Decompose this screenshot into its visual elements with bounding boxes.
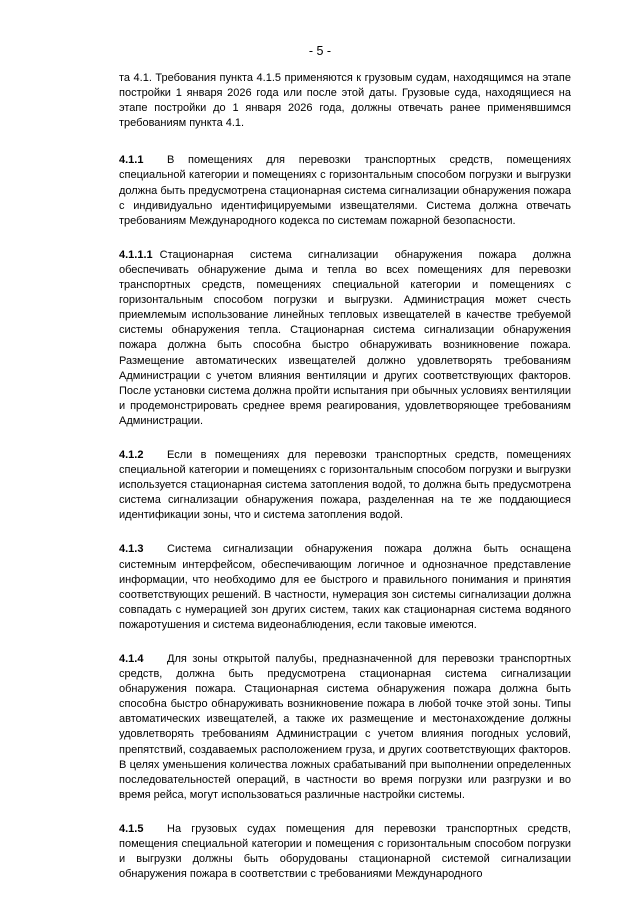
paragraph-4-1-continuation	[119, 71, 571, 131]
paragraph-text: та 4.1. Требования пункта 4.1.5 применяются к грузовым судам, находящимся на этапе постройки 1 января 2026 года или после этой даты. Грузовые суда, находящиеся на этапе постройки до 1 января 2026 года, должны отвечать ранее применявшимся требованиям пункта 4.1.	[119, 72, 571, 130]
paragraph-text: Стационарная система сигнализации обнаружения пожара должна обеспечивать обнаружение дыма и тепла во всех помещениях для перевозки транспортных средств, помещениях специальной категории и помещениях с горизонтальным способом погрузки и выгрузки. Администрация может счесть приемлемым использование линейных тепловых извещателей в качестве требуемой системы обнаружения тепла. Стационарная система сигнализации обнаружения пожара должна быть способна быстро обнаруживать возникновение пожара. Размещение автоматических извещателей должно удовлетворять требованиям Администрации с учетом влияния вентиляции и других соответствующих факторов. После установки система должна пройти испытания при обычных условиях вентиляции и продемонстрировать среднее время реагирования, удовлетворяющее требованиям Администрации.	[119, 248, 571, 427]
paragraph-number: 4.1.4	[119, 653, 144, 665]
document-body	[119, 71, 571, 901]
paragraph-text: На грузовых судах помещения для перевозки транспортных средств, помещения специальной категории и помещения с горизонтальным способом погрузки и выгрузки должны быть оборудованы стационарной системой сигнализации обнаружения пожара в соответствии с требованиями Международного	[119, 822, 571, 881]
paragraph-text: Для зоны открытой палубы, предназначенной для перевозки транспортных средств, должна быть предусмотрена стационарная система сигнализации обнаружения пожара. Стационарная система обнаружения пожара должна быть способна быстро обнаруживать возникновение пожара в любой точке этой зоны. Типы автоматических извещателей, а также их размещение и местонахождение должны удовлетворять требованиям Администрации с учетом влияния погодных условий, препятствий, создаваемых расположением груза, и других соответствующих факторов. В целях уменьшения количества ложных срабатываний при выполнении определенных последовательностей операций, в частности во время погрузки или разгрузки и во время рейса, могут использоваться различные настройки системы.	[119, 653, 571, 801]
paragraph-4-1-2	[119, 448, 571, 523]
paragraph-number: 4.1.1.1	[119, 248, 153, 261]
paragraph-4-1-4	[119, 652, 571, 803]
paragraph-text: В помещениях для перевозки транспортных средств, помещениях специальной категории и помещениях с горизонтальным способом погрузки и выгрузки должна быть предусмотрена стационарная система сигнализации обнаружения пожара с индивидуально идентифицируемыми извещателями. Система должна отвечать требованиям Международного кодекса по системам пожарной безопасности.	[119, 154, 571, 227]
paragraph-number: 4.1.3	[119, 543, 144, 556]
paragraph-text: Если в помещениях для перевозки транспортных средств, помещениях специальной категории и помещениях с горизонтальным способом погрузки и выгрузки используется стационарная система затопления водой, то должна быть предусмотрена система сигнализации обнаружения пожара, разделенная на те же поддающиеся идентификации зоны, что и система затопления водой.	[119, 448, 571, 522]
paragraph-4-1-5	[119, 822, 571, 882]
paragraph-number: 4.1.1	[119, 154, 144, 167]
page-number: - 5 -	[308, 44, 332, 58]
paragraph-4-1-1	[119, 153, 571, 228]
paragraph-text: Система сигнализации обнаружения пожара должна быть оснащена системным интерфейсом, обеспечивающим логичное и однозначное представление информации, что необходимо для ее быстрого и правильного понимания и принятия соответствующих решений. В частности, нумерация зон системы сигнализации должна совпадать с нумерацией зон других систем, таких как стационарная система водяного пожаротушения и система видеонаблюдения, если таковые имеются.	[119, 543, 571, 631]
paragraph-4-1-3	[119, 542, 571, 633]
paragraph-number: 4.1.5	[119, 822, 144, 835]
paragraph-4-1-1-1	[119, 248, 571, 429]
paragraph-number: 4.1.2	[119, 448, 144, 461]
